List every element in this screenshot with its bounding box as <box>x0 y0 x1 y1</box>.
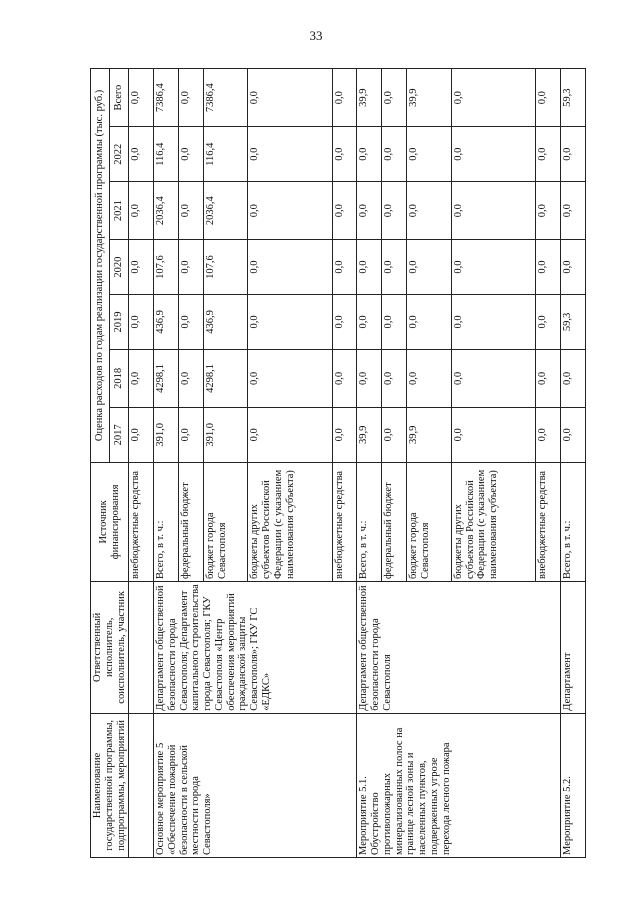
header-year: 2020 <box>110 240 129 295</box>
value-cell: 0,0 <box>357 240 382 295</box>
value-cell: 0,0 <box>248 127 332 182</box>
value-cell: 391,0 <box>154 407 179 462</box>
header-year: 2019 <box>110 295 129 350</box>
value-cell: 0,0 <box>178 349 203 407</box>
value-cell: 39,9 <box>357 69 382 127</box>
value-cell: 0,0 <box>129 349 154 407</box>
value-cell: 0,0 <box>560 407 585 462</box>
value-cell: 0,0 <box>332 349 357 407</box>
value-cell: 0,0 <box>536 127 561 182</box>
value-cell: 0,0 <box>178 407 203 462</box>
value-cell: 0,0 <box>407 182 452 240</box>
value-cell: 59,3 <box>560 295 585 350</box>
value-cell: 0,0 <box>129 69 154 127</box>
table-row <box>357 69 382 858</box>
value-cell: 0,0 <box>332 240 357 295</box>
value-cell: 0,0 <box>382 127 407 182</box>
value-cell: 0,0 <box>357 182 382 240</box>
value-cell: 0,0 <box>451 349 535 407</box>
rotated-table-wrapper <box>90 68 577 858</box>
value-cell: 0,0 <box>407 127 452 182</box>
value-cell: 0,0 <box>451 182 535 240</box>
value-cell: 0,0 <box>178 69 203 127</box>
source-cell: бюджет города Севастополя <box>203 462 248 581</box>
value-cell: 0,0 <box>451 69 535 127</box>
value-cell: 0,0 <box>332 295 357 350</box>
header-year: 2018 <box>110 349 129 407</box>
header-executor: Ответственный исполнитель, соисполнитель, участник <box>91 581 129 713</box>
financing-table <box>90 68 586 858</box>
value-cell: 0,0 <box>248 240 332 295</box>
value-cell: 0,0 <box>382 295 407 350</box>
value-cell: 436,9 <box>203 295 248 350</box>
source-cell: федеральный бюджет <box>178 462 203 581</box>
value-cell: 0,0 <box>357 295 382 350</box>
value-cell: 0,0 <box>560 182 585 240</box>
value-cell: 39,9 <box>407 407 452 462</box>
value-cell: 0,0 <box>248 349 332 407</box>
header-year: 2021 <box>110 182 129 240</box>
value-cell: 0,0 <box>332 407 357 462</box>
source-cell: внебюджетные средства <box>536 462 561 581</box>
source-cell: бюджеты других субъектов Российской Федерации (с указанием наименования субъекта) <box>451 462 535 581</box>
value-cell: 0,0 <box>536 349 561 407</box>
value-cell: 4298,1 <box>203 349 248 407</box>
value-cell: 0,0 <box>407 295 452 350</box>
value-cell: 0,0 <box>451 127 535 182</box>
table-row <box>129 69 154 858</box>
header-year: 2017 <box>110 407 129 462</box>
value-cell: 0,0 <box>248 407 332 462</box>
value-cell: 0,0 <box>536 182 561 240</box>
source-cell: федеральный бюджет <box>382 462 407 581</box>
value-cell: 0,0 <box>451 240 535 295</box>
value-cell: 0,0 <box>451 295 535 350</box>
executor-cell: Департамент <box>560 581 585 713</box>
value-cell: 0,0 <box>332 127 357 182</box>
source-cell: бюджет города Севастополя <box>407 462 452 581</box>
source-cell: Всего, в т. ч.: <box>154 462 179 581</box>
value-cell: 116,4 <box>154 127 179 182</box>
measure-name: Мероприятие 5.1. Обустройство противопожарных минерализованных полос на границе лесной зоны и населенных пунктов, подверженных угрозе перехода лесного пожара <box>357 713 560 857</box>
value-cell: 0,0 <box>248 295 332 350</box>
value-cell: 0,0 <box>178 182 203 240</box>
value-cell: 0,0 <box>178 240 203 295</box>
page-number: 33 <box>309 28 323 43</box>
value-cell: 0,0 <box>451 407 535 462</box>
value-cell: 116,4 <box>203 127 248 182</box>
source-cell: внебюджетные средства <box>129 462 154 581</box>
value-cell: 0,0 <box>560 240 585 295</box>
source-cell: Всего, в т. ч.: <box>560 462 585 581</box>
value-cell: 0,0 <box>560 349 585 407</box>
value-cell: 0,0 <box>129 127 154 182</box>
source-cell: бюджеты других субъектов Российской Федерации (с указанием наименования субъекта) <box>248 462 332 581</box>
value-cell: 0,0 <box>536 240 561 295</box>
measure-name: Мероприятие 5.2. <box>560 713 585 857</box>
value-cell: 107,6 <box>154 240 179 295</box>
value-cell: 7386,4 <box>203 69 248 127</box>
source-cell: внебюджетные средства <box>332 462 357 581</box>
value-cell: 0,0 <box>382 182 407 240</box>
value-cell: 0,0 <box>357 127 382 182</box>
continued-cell <box>129 713 154 857</box>
header-source: Источник финансирования <box>91 462 129 581</box>
value-cell: 0,0 <box>407 240 452 295</box>
value-cell: 39,9 <box>407 69 452 127</box>
value-cell: 0,0 <box>129 407 154 462</box>
executor-cell: Департамент общественной безопасности города Севастополя <box>357 581 560 713</box>
value-cell: 2036,4 <box>154 182 179 240</box>
source-cell: Всего, в т. ч.: <box>357 462 382 581</box>
value-cell: 0,0 <box>248 182 332 240</box>
value-cell: 0,0 <box>332 69 357 127</box>
value-cell: 0,0 <box>382 349 407 407</box>
value-cell: 0,0 <box>129 240 154 295</box>
value-cell: 0,0 <box>357 349 382 407</box>
value-cell: 0,0 <box>178 127 203 182</box>
value-cell: 0,0 <box>129 295 154 350</box>
header-program: Наименование государственной программы, подпрограммы, мероприятий <box>91 713 129 857</box>
value-cell: 0,0 <box>536 69 561 127</box>
value-cell: 0,0 <box>332 182 357 240</box>
value-cell: 0,0 <box>382 240 407 295</box>
header-year: 2022 <box>110 127 129 182</box>
value-cell: 107,6 <box>203 240 248 295</box>
value-cell: 0,0 <box>560 127 585 182</box>
value-cell: 0,0 <box>382 69 407 127</box>
value-cell: 0,0 <box>248 69 332 127</box>
value-cell: 0,0 <box>129 182 154 240</box>
continued-cell <box>129 581 154 713</box>
value-cell: 391,0 <box>203 407 248 462</box>
header-estimate: Оценка расходов по годам реализации государственной программы (тыс. руб.) <box>91 69 110 463</box>
value-cell: 0,0 <box>536 295 561 350</box>
table-row <box>560 69 585 858</box>
value-cell: 59,3 <box>560 69 585 127</box>
value-cell: 0,0 <box>407 349 452 407</box>
value-cell: 2036,4 <box>203 182 248 240</box>
value-cell: 39,9 <box>357 407 382 462</box>
value-cell: 7386,4 <box>154 69 179 127</box>
measure-name: Основное мероприятие 5 «Обеспечение пожарной безопасности в сельской местности города Севастополя» <box>154 713 357 857</box>
value-cell: 0,0 <box>382 407 407 462</box>
executor-cell: Департамент общественной безопасности города Севастополя; Департамент капитального строительства города Севастополя; ГКУ Севастополя «Центр обеспечения мероприятий гражданской защиты Севастополя»; ГКУ ГС «ЕДКС» <box>154 581 357 713</box>
value-cell: 0,0 <box>536 407 561 462</box>
value-cell: 4298,1 <box>154 349 179 407</box>
header-total: Всего <box>110 69 129 127</box>
value-cell: 436,9 <box>154 295 179 350</box>
value-cell: 0,0 <box>178 295 203 350</box>
table-row <box>154 69 179 858</box>
